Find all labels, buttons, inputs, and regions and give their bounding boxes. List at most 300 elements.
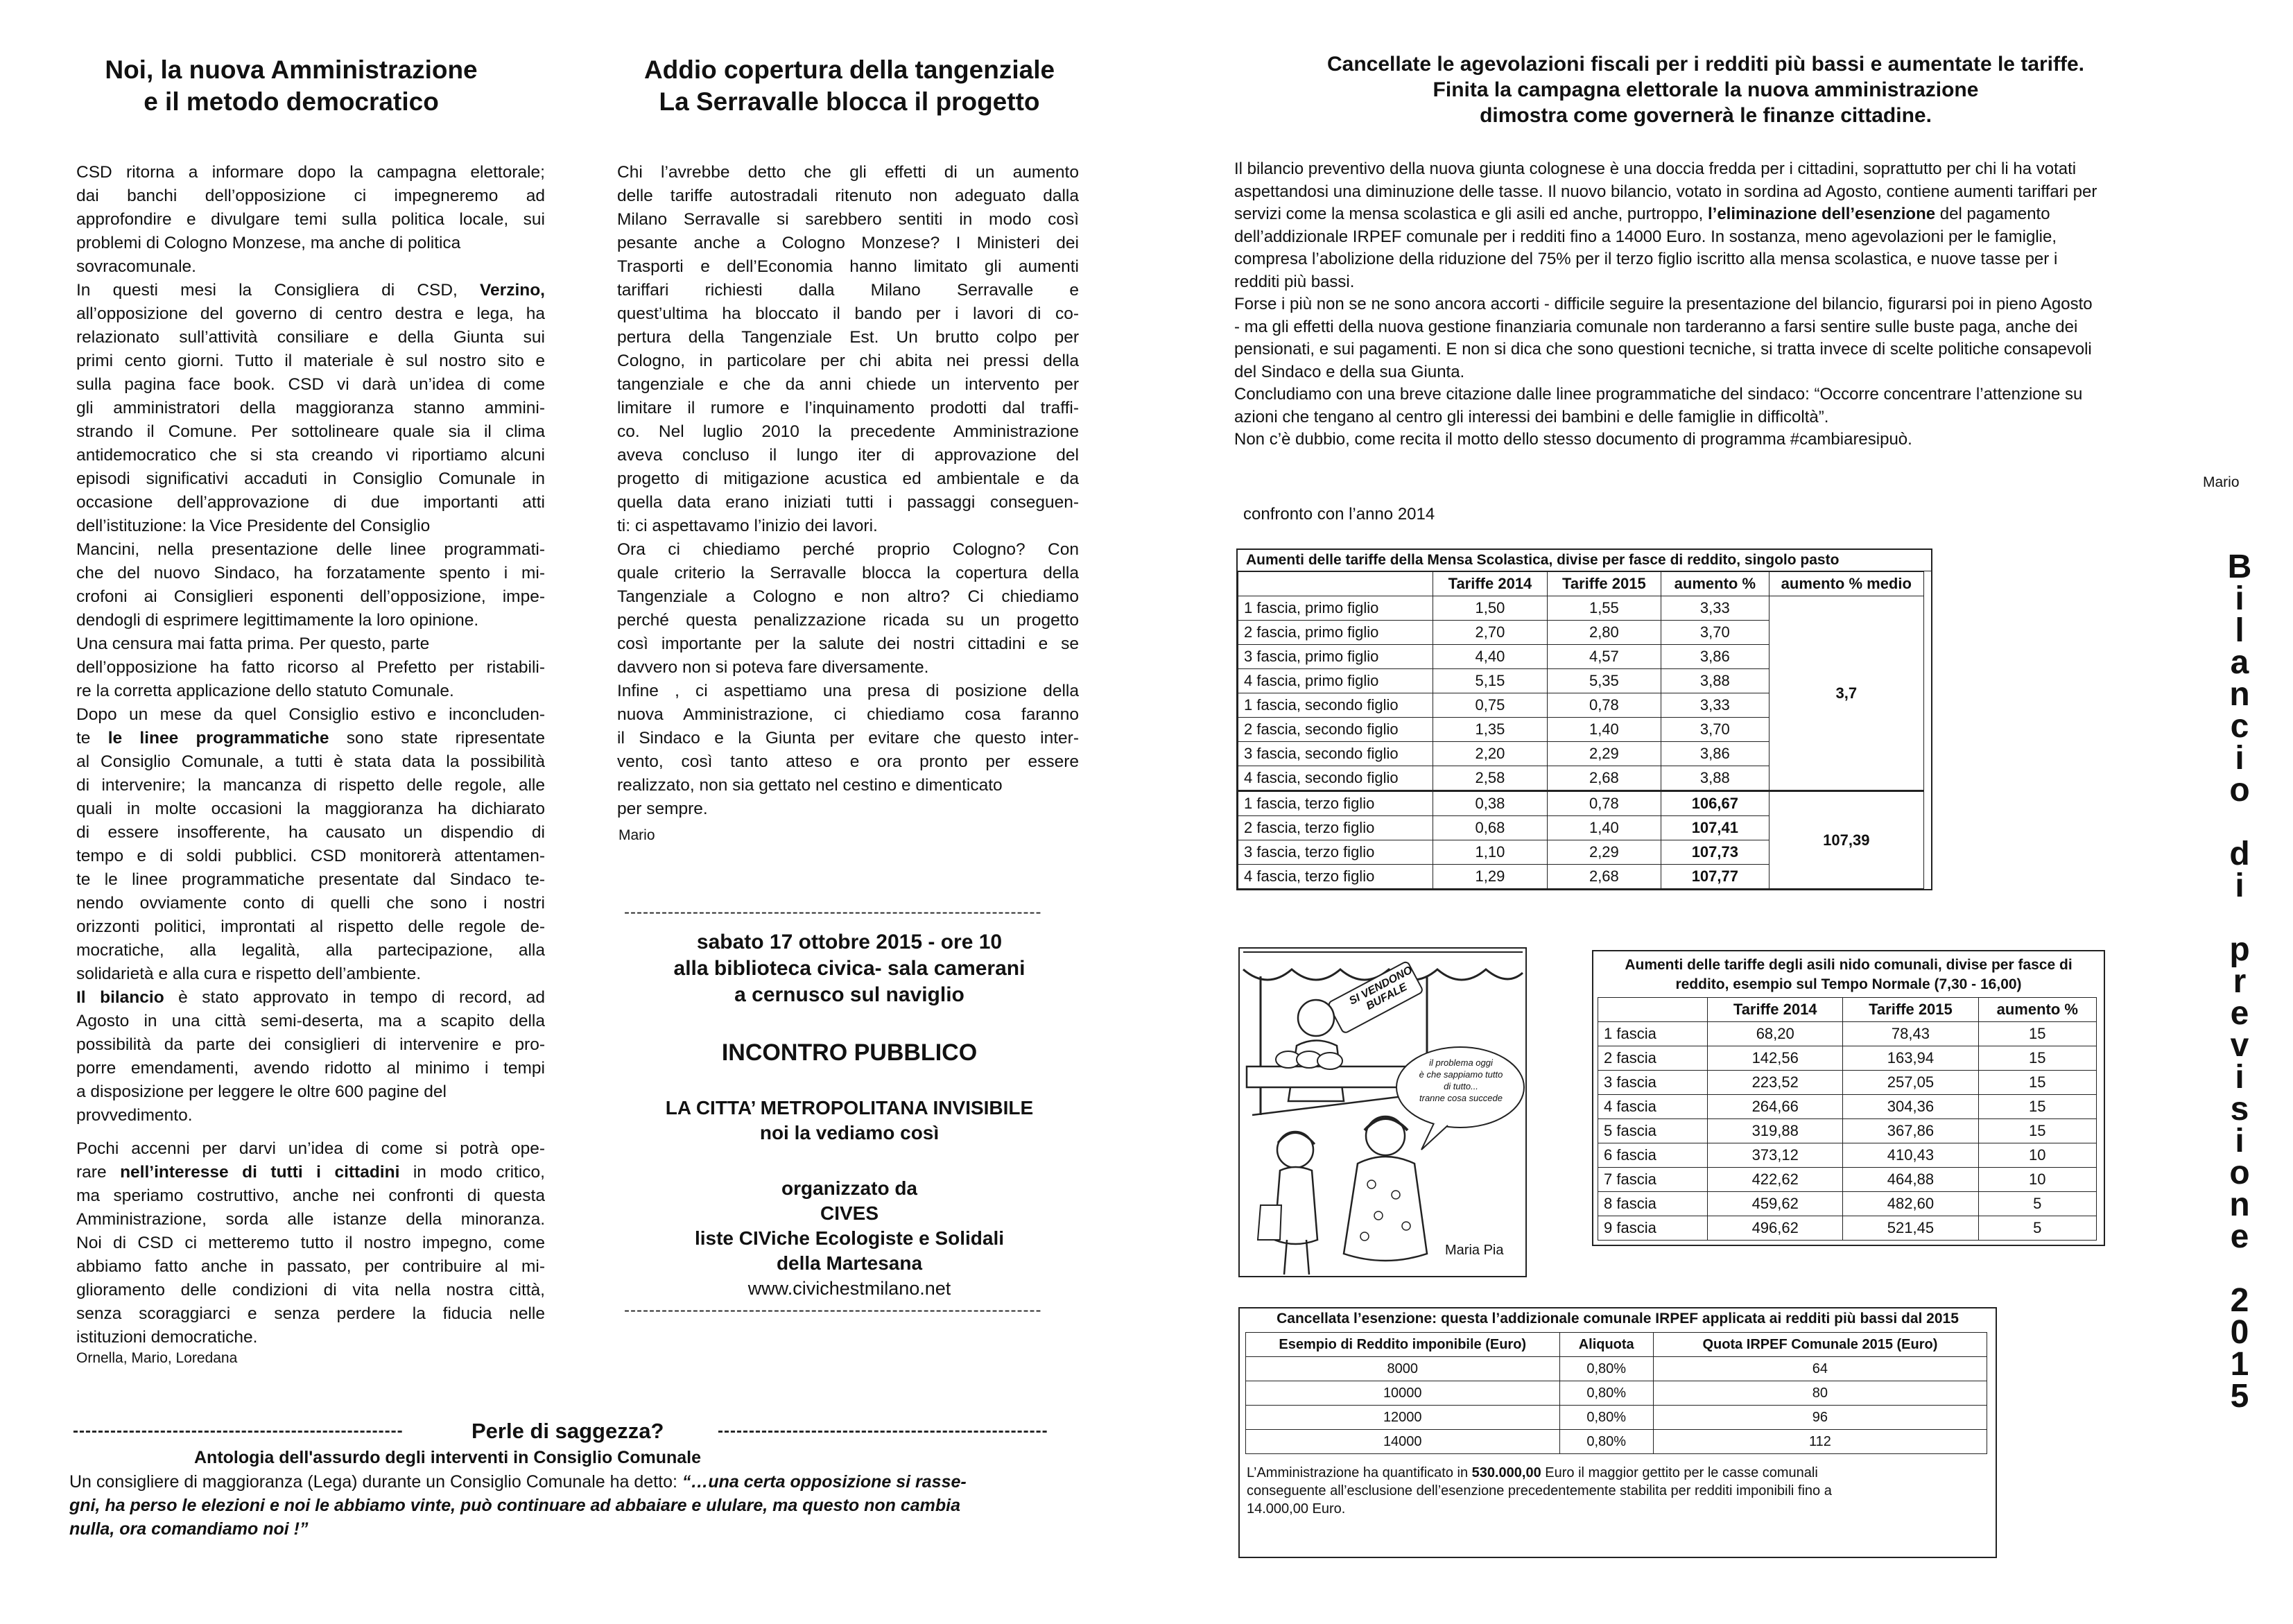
text-line: Dopo un mese da quel Consiglio estivo e inconcluden- (76, 705, 545, 724)
table-cell: 2 fascia (1598, 1046, 1708, 1071)
table-cell: 9 fascia (1598, 1216, 1708, 1241)
event-subtitle: LA CITTA’ METROPOLITANA INVISIBILE (665, 1097, 1034, 1118)
table-row (1598, 1216, 2097, 1241)
text-line: nuova Amministrazione, ci chiediamo cosa faranno (617, 705, 1079, 724)
column-header: Quota IRPEF Comunale 2015 (Euro) (1653, 1333, 1987, 1357)
table-cell: 15 (1978, 1022, 2096, 1046)
text-line: Il bilancio preventivo della nuova giunta colognese è una doccia fredda per i cittadini, soprattutto per chi li ha votati (1234, 159, 2077, 178)
text-line: delle tariffe autostradali ritenuto non adeguato dalla (617, 187, 1079, 205)
text-line: Infine , ci aspettiamo una presa di posizione della (617, 682, 1079, 700)
table-cell: 5,15 (1433, 669, 1547, 693)
perle-intro: Un consigliere di maggioranza (Lega) durante un Consiglio Comunale ha detto: (69, 1472, 682, 1492)
text-line: quale criterio la Serravalle blocca la copertura della (617, 564, 1079, 582)
bubble-line: il problema oggi (1429, 1057, 1493, 1068)
table-cell: 4 fascia, terzo figlio (1238, 865, 1433, 889)
text-line: di intervenire; la mancanza di rispetto delle regole, alle (76, 776, 545, 795)
table-cell: 0,78 (1547, 791, 1661, 816)
text-line: redditi più bassi. (1234, 272, 1355, 291)
table-cell: 4 fascia, secondo figlio (1238, 766, 1433, 791)
text-line: rare nell’interesse di tutti i cittadini in modo critico, (76, 1163, 545, 1182)
text-line: sulla pagina face book. CSD vi darà un’idea di come (76, 375, 545, 394)
table-cell: 3,86 (1661, 645, 1769, 669)
text-line: quella data erano iniziati tutti i passaggi conseguen- (617, 493, 1079, 512)
vertical-title-letter: d (2229, 836, 2250, 872)
event-organizer: liste CIViche Ecologiste e Solidali (694, 1227, 1005, 1249)
text-line: crofoni ai Consiglieri esponenti dell’opposizione, impe- (76, 587, 545, 606)
event-subtitle: noi la vediamo così (759, 1122, 940, 1143)
text-line: istituzioni democratiche. (76, 1328, 258, 1347)
table-cell: 422,62 (1708, 1168, 1843, 1192)
event-website-link[interactable]: www.civichestmilano.net (747, 1278, 951, 1299)
table-cell: 6 fascia (1598, 1143, 1708, 1168)
table-cell: 2,58 (1433, 766, 1547, 791)
text-line: che del nuovo Sindaco, ha forzatamente spento i mi- (76, 564, 545, 582)
text-line: limitare il rumore e l’inquinamento prodotti dal traffi- (617, 399, 1079, 417)
vertical-title-letter: 2 (2230, 1282, 2249, 1319)
text-line: Il bilancio è stato approvato in tempo di record, ad (76, 988, 545, 1007)
table-cell: 3 fascia (1598, 1071, 1708, 1095)
table-cell: 1,29 (1433, 865, 1547, 889)
text-line: possibilità da parte dei consiglieri di intervenire e pro- (76, 1035, 545, 1054)
table-cell: 96 (1653, 1406, 1987, 1430)
text-line: per sempre. (617, 800, 708, 818)
bubble-line: di tutto... (1444, 1081, 1478, 1091)
text-line: tempo e di soldi pubblici. CSD monitorerà attentamen- (76, 847, 545, 865)
bubble-line: tranne cosa succede (1419, 1093, 1503, 1103)
text-line: occasione dell’approvazione di due importanti atti (76, 493, 545, 512)
table-cell: 80 (1653, 1381, 1987, 1406)
text-line: ma speriamo costruttivo, anche nei confronti di questa (76, 1186, 545, 1205)
text-line: mocratiche, alla legalità, alla partecipazione, alla (76, 941, 545, 960)
table-header-row (1238, 572, 1924, 596)
table-cell: 107,41 (1661, 816, 1769, 840)
table-cell: 2,29 (1547, 840, 1661, 865)
text-line: realizzato, non sia gettato nel cestino e dimenticato (617, 776, 1003, 795)
table-cell: 10 (1978, 1143, 2096, 1168)
text-line: nendo ovviamente conto di quelli che sono i nostri (76, 894, 545, 913)
table-cell: 319,88 (1708, 1119, 1843, 1143)
table-cell: 2,68 (1547, 766, 1661, 791)
vertical-title-letter: e (2230, 995, 2249, 1032)
table-cell: 4 fascia, primo figlio (1238, 669, 1433, 693)
table-row (1246, 1406, 1987, 1430)
table-cell: 0,80% (1559, 1381, 1653, 1406)
table-header-row (1246, 1333, 1987, 1357)
asili-table (1598, 997, 2097, 1241)
table-cell: 7 fascia (1598, 1168, 1708, 1192)
table-cell: 8 fascia (1598, 1192, 1708, 1216)
text-line: quali in molte occasioni la maggioranza ha dichiarato (76, 800, 545, 818)
table-row (1598, 1168, 2097, 1192)
text-line: ti: ci aspettavamo l’inizio dei lavori. (617, 517, 878, 535)
column-header: aumento % medio (1769, 572, 1923, 596)
table-cell: 464,88 (1843, 1168, 1978, 1192)
vertical-title-letter: 5 (2230, 1378, 2249, 1415)
text-line: gli amministratori della maggioranza stanno ammini- (76, 399, 545, 417)
vertical-title-letter: i (2235, 867, 2244, 904)
table-cell: 496,62 (1708, 1216, 1843, 1241)
table-header-row (1598, 998, 2097, 1022)
text-line: perché questa penalizzazione ricada su un progetto (617, 611, 1079, 630)
title-line: Addio copertura della tangenziale (643, 55, 1055, 84)
cartoon-panel (1238, 947, 1527, 1277)
table-cell: 106,67 (1661, 791, 1769, 816)
article-body-bilancio (1234, 158, 2253, 451)
text-line: di essere insofferente, ha causato un dispendio di (76, 823, 545, 842)
table-cell: 68,20 (1708, 1022, 1843, 1046)
emphasis: nell’interesse di tutti i cittadini (120, 1163, 400, 1182)
text-line: orizzonti politici, improntati al rispetto delle regole de- (76, 917, 545, 936)
table-cell: 3,33 (1661, 693, 1769, 718)
note-text: Euro il maggior gettito per le casse comunali (1541, 1465, 1818, 1480)
asili-table-box (1592, 950, 2105, 1246)
event-announcement (610, 929, 1089, 1301)
table-row (1246, 1357, 1987, 1381)
text-line: dell’opposizione ha fatto ricorso al Prefetto per ristabili- (76, 658, 545, 677)
table-row (1598, 1046, 2097, 1071)
article-body-democrazia-2 (76, 1137, 545, 1349)
perle-header (69, 1419, 1075, 1446)
table-cell: 142,56 (1708, 1046, 1843, 1071)
text-line: Trasporti e dell’Economia hanno limitato gli aumenti (617, 257, 1079, 276)
text-line: dell’istituzione: la Vice Presidente del Consiglio (76, 517, 431, 535)
table-cell: 0,75 (1433, 693, 1547, 718)
text-line: il Sindaco e la Giunta per evitare che questo inter- (617, 729, 1079, 748)
table-cell: 2 fascia, primo figlio (1238, 621, 1433, 645)
text-line: re la corretta applicazione dello statuto Comunale. (76, 682, 454, 700)
article-title-tangenziale (596, 54, 1102, 118)
text-line: progetto di mitigazione acustica ed ambientale e da (617, 469, 1079, 488)
text-line: Noi di CSD ci metteremo tutto il nostro impegno, come (76, 1234, 545, 1252)
table-cell: 2,20 (1433, 742, 1547, 766)
text-line: - ma gli effetti della nuova gestione finanziaria comunale non tarderanno a farsi sentire sulle buste paga, anche dei (1234, 317, 2078, 336)
text-line: te le linee programmatiche presentate dal Sindaco te- (76, 870, 545, 889)
table-cell: 1,35 (1433, 718, 1547, 742)
irpef-table-title: Cancellata l’esenzione: questa l’addizionale comunale IRPEF applicata ai redditi più bassi dal 2015 (1277, 1311, 1959, 1327)
irpef-table-box (1238, 1307, 1997, 1558)
table-cell: 1 fascia (1598, 1022, 1708, 1046)
text-line: quest’ultima ha bloccato il bando per i lavori di co- (617, 304, 1079, 323)
text-line: Agosto in una città semi-deserta, ma a scapito della (76, 1012, 545, 1030)
title-line: Noi, la nuova Amministrazione (105, 55, 478, 84)
text-line: sovracomunale. (76, 257, 196, 276)
vertical-title-letter (2215, 806, 2264, 838)
vertical-title-letter: p (2229, 931, 2250, 968)
table-cell: 163,94 (1843, 1046, 1978, 1071)
table-cell: 3,88 (1661, 766, 1769, 791)
column-header: Tariffe 2015 (1547, 572, 1661, 596)
table-row (1246, 1430, 1987, 1454)
table-cell: 15 (1978, 1046, 2096, 1071)
table-cell: 2 fascia, secondo figlio (1238, 718, 1433, 742)
table-cell: 373,12 (1708, 1143, 1843, 1168)
average-increase-cell: 3,7 (1769, 596, 1923, 791)
text-line: dell’addizionale IRPEF comunale per i redditi fino a 14000 Euro. In sostanza, meno agevolazioni per le famiglie, (1234, 227, 2057, 246)
emphasis: le linee programmatiche (107, 729, 329, 748)
text-line: così importante per la salute dei nostri cittadini e se (617, 634, 1079, 653)
text-line: Milano Serravalle si sarebbero sentiti in modo così (617, 210, 1079, 229)
table-cell: 14000 (1246, 1430, 1560, 1454)
event-organizer-label: organizzato da (781, 1177, 917, 1199)
table-cell: 3,70 (1661, 621, 1769, 645)
text-line: dai banchi dell’opposizione ci impegneremo ad (76, 187, 545, 205)
table-row (1246, 1381, 1987, 1406)
table-cell: 64 (1653, 1357, 1987, 1381)
table-cell: 15 (1978, 1119, 2096, 1143)
text-line: compresa l’abolizione della riduzione del 75% per il terzo figlio iscritto alla mensa scolastica, e nuove tasse per i (1234, 250, 2058, 268)
text-line: Pochi accenni per darvi un’idea di come si potrà ope- (76, 1139, 545, 1158)
text-line: Una censura mai fatta prima. Per questo, parte (76, 634, 430, 653)
table-cell: 0,80% (1559, 1357, 1653, 1381)
cartoon-credit: Maria Pia (1445, 1243, 1504, 1258)
table-cell: 1,50 (1433, 596, 1547, 621)
text-line: primi cento giorni. Tutto il materiale è sul nostro sito e (76, 352, 545, 370)
table-cell: 1,10 (1433, 840, 1547, 865)
table-cell: 482,60 (1843, 1192, 1978, 1216)
table-cell: 8000 (1246, 1357, 1560, 1381)
table-cell: 15 (1978, 1095, 2096, 1119)
table-cell: 0,38 (1433, 791, 1547, 816)
text-line: tariffari richiesti dalla Milano Serravalle e (617, 281, 1079, 300)
separator-dashes: ----------------------------------------------------- (73, 1422, 404, 1440)
event-organizer: della Martesana (776, 1252, 923, 1274)
emphasis: l’eliminazione dell’esenzione (1708, 205, 1936, 223)
table-row (1598, 1143, 2097, 1168)
average-increase-cell: 107,39 (1769, 791, 1923, 889)
table-cell: 4,40 (1433, 645, 1547, 669)
title-line: dimostra come governerà le finanze cittadine. (1480, 104, 1932, 127)
table-cell: 367,86 (1843, 1119, 1978, 1143)
table-cell: 5,35 (1547, 669, 1661, 693)
table-cell: 3 fascia, terzo figlio (1238, 840, 1433, 865)
table-cell: 2,70 (1433, 621, 1547, 645)
mensa-table-box (1236, 548, 1932, 890)
event-title: INCONTRO PUBBLICO (721, 1039, 978, 1066)
table-cell: 1,40 (1547, 816, 1661, 840)
text-line: Concludiamo con una breve citazione dalle linee programmatiche del sindaco: “Occorre concentrare l’attenzione su (1234, 385, 2083, 404)
text-line: dendogli di esprimere legittimamente la loro opinione. (76, 611, 479, 630)
bubble-line: è che sappiamo tutto (1419, 1069, 1503, 1080)
separator-dashes: ------------------------------------------------------------------- (624, 903, 1042, 922)
vertical-title-letter: e (2230, 1218, 2249, 1255)
table-cell: 0,80% (1559, 1406, 1653, 1430)
text-line: episodi significativi accaduti in Consiglio Comunale in (76, 469, 545, 488)
event-date: sabato 17 ottobre 2015 - ore 10 (696, 931, 1003, 953)
text-line: In questi mesi la Consigliera di CSD, Verzino, (76, 281, 545, 300)
table-row (1598, 1071, 2097, 1095)
perle-quote-text: gni, ha perso le elezioni e noi le abbiamo vinte, può continuare ad abbaiare e ululare, ma questo non cambia (69, 1496, 961, 1515)
table-cell: 304,36 (1843, 1095, 1978, 1119)
table-cell: 78,43 (1843, 1022, 1978, 1046)
table-cell: 3,33 (1661, 596, 1769, 621)
vertical-title-letter: 0 (2230, 1314, 2249, 1351)
table-cell: 10 (1978, 1168, 2096, 1192)
table-caption: confronto con l’anno 2014 (1243, 505, 1435, 524)
table-cell: 410,43 (1843, 1143, 1978, 1168)
column-header: aumento % (1661, 572, 1769, 596)
table-cell: 264,66 (1708, 1095, 1843, 1119)
table-cell: 10000 (1246, 1381, 1560, 1406)
text-line: Mancini, nella presentazione delle linee programmati- (76, 540, 545, 559)
title-line: Cancellate le agevolazioni fiscali per i redditi più bassi e aumentate le tariffe. (1326, 53, 2085, 76)
table-cell: 521,45 (1843, 1216, 1978, 1241)
mensa-table (1238, 571, 1924, 889)
text-line: davvero non si poteva fare diversamente. (617, 658, 929, 677)
title-line: Finita la campagna elettorale la nuova amministrazione (1433, 78, 1979, 101)
column-header (1238, 572, 1433, 596)
note-amount: 530.000,00 (1471, 1465, 1541, 1480)
vertical-title-letter: c (2230, 708, 2249, 745)
vertical-title-letter: o (2229, 1155, 2250, 1191)
table-row (1598, 1095, 2097, 1119)
table-row (1598, 1119, 2097, 1143)
table-cell: 1,55 (1547, 596, 1661, 621)
text-line: CSD ritorna a informare dopo la campagna elettorale; (76, 163, 545, 182)
table-cell: 3,86 (1661, 742, 1769, 766)
table-cell: 15 (1978, 1071, 2096, 1095)
irpef-note (1247, 1464, 1996, 1518)
vertical-title-letter: o (2229, 772, 2250, 809)
vertical-title-letter: a (2230, 644, 2249, 681)
cartoon-speech-bubble (1403, 1057, 1518, 1104)
article-title-democrazia (66, 54, 517, 118)
table-cell: 223,52 (1708, 1071, 1843, 1095)
separator-dashes: ----------------------------------------------------- (718, 1422, 1048, 1440)
text-line: Cologno, in particolare per chi abita nei pressi della (617, 352, 1079, 370)
text-line: tangenziale e che da anni chiede un intervento per (617, 375, 1079, 394)
text-line: solidarietà e alla cura e rispetto dell’ambiente. (76, 965, 422, 983)
text-line: servizi come la mensa scolastica e gli asili ed anche, purtroppo, l’eliminazione dell’esenzione del pagamento (1234, 205, 2050, 223)
table-cell: 3,70 (1661, 718, 1769, 742)
vertical-title-letter: r (2233, 963, 2247, 1000)
vertical-title-letter: s (2230, 1091, 2249, 1128)
text-line: problemi di Cologno Monzese, ma anche di politica (76, 234, 461, 252)
text-line: antidemocratico che si sta creando vi riportiamo alcuni (76, 446, 545, 465)
text-line: provvedimento. (76, 1106, 193, 1125)
vertical-title-letter: v (2230, 1027, 2249, 1064)
table-cell: 1 fascia, secondo figlio (1238, 693, 1433, 718)
vertical-title-letter: B (2227, 548, 2252, 585)
text-line: azioni che tengano al centro gli interessi dei bambini e delle famiglie in difficoltà”. (1234, 407, 1829, 426)
table-row (1598, 1022, 2097, 1046)
table-cell: 2,80 (1547, 621, 1661, 645)
article-signature: Mario (618, 827, 655, 843)
title-line: e il metodo democratico (144, 87, 439, 116)
event-organizer: CIVES (820, 1202, 879, 1224)
emphasis: Il bilancio (76, 988, 164, 1007)
title-line: La Serravalle blocca il progetto (659, 87, 1040, 116)
column-header: Esempio di Reddito imponibile (Euro) (1246, 1333, 1560, 1357)
column-header: Tariffe 2015 (1843, 998, 1978, 1022)
vertical-title-letter (2215, 902, 2264, 934)
text-line: glioramento delle condizioni di vita nella nostra città, (76, 1281, 545, 1299)
perle-subtitle: Antologia dell'assurdo degli interventi in Consiglio Comunale (194, 1448, 702, 1467)
mensa-table-title: Aumenti delle tariffe della Mensa Scolastica, divise per fasce di reddito, singolo pasto (1238, 550, 1931, 571)
vertical-title-letter: i (2235, 740, 2244, 777)
text-line: del Sindaco e della sua Giunta. (1234, 362, 1465, 381)
text-line: te le linee programmatiche sono state ripresentate (76, 729, 545, 748)
vertical-title-letter: i (2235, 580, 2244, 617)
table-cell: 3 fascia, secondo figlio (1238, 742, 1433, 766)
table-cell: 12000 (1246, 1406, 1560, 1430)
cartoon-sign: SI VENDONO BUFALE (1347, 964, 1414, 1013)
note-text: conseguente all’esclusione dell’esenzione precedentemente stabilita per redditi imponibili fino a (1247, 1483, 1832, 1498)
table-cell: 0,68 (1433, 816, 1547, 840)
perle-quote-text: nulla, ora comandiamo noi !” (69, 1519, 309, 1539)
event-place: alla biblioteca civica- sala camerani (673, 957, 1026, 980)
table-cell: 2,68 (1547, 865, 1661, 889)
note-text: L’Amministrazione ha quantificato in (1247, 1465, 1472, 1480)
article-body-tangenziale (617, 161, 1079, 821)
table-cell: 1,40 (1547, 718, 1661, 742)
text-line: approfondire e divulgare temi sulla politica locale, sui (76, 210, 545, 229)
table-cell: 5 (1978, 1192, 2096, 1216)
perle-quote (69, 1470, 1089, 1541)
text-line: pesante anche a Cologno Monzese? I Ministeri dei (617, 234, 1079, 252)
table-cell: 107,73 (1661, 840, 1769, 865)
article-title-bilancio (1227, 51, 2184, 128)
text-line: strando il Comune. Per sottolineare quale sia il clima (76, 422, 545, 441)
separator-dashes: ------------------------------------------------------------------- (624, 1301, 1042, 1320)
vertical-title-letter: 1 (2230, 1346, 2249, 1383)
text-line: all’opposizione del governo di centro destra e lega, ha (76, 304, 545, 323)
perle-title: Perle di saggezza? (471, 1419, 664, 1443)
table-cell: 0,78 (1547, 693, 1661, 718)
text-line: Tangenziale a Cologno e non altro? Ci chiediamo (617, 587, 1079, 606)
table-row (1238, 596, 1924, 621)
vertical-title-letter: l (2235, 612, 2244, 649)
table-cell: 2 fascia, terzo figlio (1238, 816, 1433, 840)
article-signature: Mario (2203, 474, 2240, 490)
vertical-title-letter: n (2229, 676, 2250, 713)
article-signature: Ornella, Mario, Loredana (76, 1350, 238, 1366)
vertical-title-bilancio (2215, 548, 2264, 1415)
text-line: Amministrazione, sorda alle istanze della minoranza. (76, 1210, 545, 1229)
text-line: senza scoraggiarci e senza perdere la fiducia nelle (76, 1304, 545, 1323)
vertical-title-letter (2215, 1253, 2264, 1285)
table-cell: 4 fascia (1598, 1095, 1708, 1119)
text-line: pertura della Tangenziale Est. Un brutto colpo per (617, 328, 1079, 347)
table-row (1598, 1192, 2097, 1216)
text-line: aveva concluso il lungo iter di approvazione del (617, 446, 1079, 465)
text-line: vento, così tanto atteso e ora pronto per essere (617, 752, 1079, 771)
emphasis: Verzino, (480, 281, 545, 300)
table-cell: 2,29 (1547, 742, 1661, 766)
text-line: co. Nel luglio 2010 la precedente Amministrazione (617, 422, 1079, 441)
table-row (1238, 791, 1924, 816)
text-line: relazionato sull’attività consiliare e della Giunta sui (76, 328, 545, 347)
vertical-title-letter: n (2229, 1186, 2250, 1223)
perle-quote-text: “…una certa opposizione si rasse- (682, 1472, 967, 1492)
table-cell: 5 (1978, 1216, 2096, 1241)
text-line: Non c’è dubbio, come recita il motto dello stesso documento di programma #cambiaresipuò. (1234, 430, 1912, 449)
text-line: a disposizione per leggere le oltre 600 pagine del (76, 1082, 447, 1101)
text-line: porre emendamenti, avendo ridotto al minimo i tempi (76, 1059, 545, 1078)
table-cell: 0,80% (1559, 1430, 1653, 1454)
irpef-table (1245, 1332, 1987, 1454)
text-line: Chi l’avrebbe detto che gli effetti di un aumento (617, 163, 1079, 182)
vertical-title-letter: i (2235, 1059, 2244, 1096)
vertical-title-letter: i (2235, 1123, 2244, 1159)
column-header: Aliquota (1559, 1333, 1653, 1357)
text-line: aspettandosi una diminuzione delle tasse. Il nuovo bilancio, votato in sordina ad Agosto, contiene aumenti tariffari per (1234, 182, 2097, 201)
text-line: Forse i più non se ne sono ancora accorti - difficile seguire la presentazione del bilancio, figurarsi poi in pieno Agosto (1234, 295, 2093, 313)
table-cell: 257,05 (1843, 1071, 1978, 1095)
article-body-democrazia (76, 161, 545, 1128)
table-cell: 3 fascia, primo figlio (1238, 645, 1433, 669)
table-cell: 107,77 (1661, 865, 1769, 889)
text-line: abbiamo fatto anche in passato, per contribuire al mi- (76, 1257, 545, 1276)
